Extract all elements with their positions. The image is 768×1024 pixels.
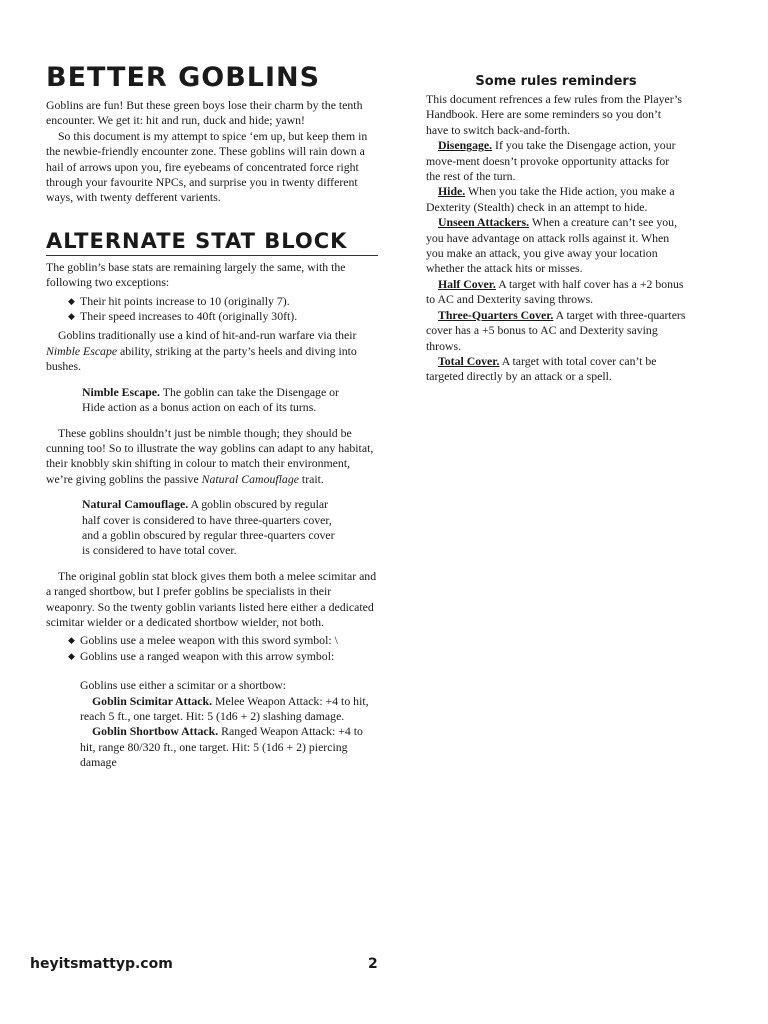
rule-unseen-attackers: Unseen Attackers. When a creature can’t see you, you have advantage on attack rolls against it. When you make an attack, you give away your location whether the attack hits or misses. — [426, 215, 678, 276]
rule-three-quarters-cover: Three-Quarters Cover. A target with three-quarters cover has a +5 bonus to AC and Dexterity saving throws. — [426, 307, 686, 353]
intro-paragraph-1: Goblins are fun! But these green boys lose their charm by the tenth encounter. We get it: hit and run, duck and hide; yawn! — [46, 98, 363, 128]
rule-total-cover: Total Cover. A target with total cover can’t be targeted directly by an attack or a spell. — [426, 353, 657, 384]
diamond-bullet-icon: ◆ — [68, 650, 75, 661]
diamond-bullet-icon: ◆ — [68, 635, 75, 646]
rule-half-cover: Half Cover. A target with half cover has a +2 bonus to AC and Dexterity saving throws. — [426, 276, 684, 307]
natural-camouflage-trait: Natural Camouflage. A goblin obscured by regular half cover is considered to have three-quarters cover, and a goblin obscured by regular three-quarters cover is considered to have total cover. — [82, 497, 335, 558]
rule-disengage: Disengage. If you take the Disengage action, your move-ment doesn’t provoke opportunity attacks for the rest of the turn. — [426, 138, 676, 184]
rules-intro: This document refrences a few rules from the Player’s Handbook. Here are some reminders so you don’t have to switch back-and-forth. — [426, 92, 682, 137]
list-item: ◆ Their hit points increase to 10 (originally 7). — [68, 293, 290, 308]
footer-website: heyitsmattyp.com — [30, 956, 173, 972]
weapon-block — [80, 678, 378, 770]
diamond-bullet-icon: ◆ — [68, 295, 75, 306]
rules-heading: Some rules reminders — [475, 74, 637, 89]
stat-block-paragraph-1: The goblin’s base stats are remaining largely the same, with the following two exceptions: — [46, 259, 346, 290]
page-title: BETTER GOBLINS — [46, 62, 321, 93]
diamond-bullet-icon: ◆ — [68, 311, 75, 322]
section-heading-stat-block: ALTERNATE STAT BLOCK — [46, 228, 378, 256]
trait-name: Nimble Escape. — [82, 384, 160, 399]
nimble-escape-trait: Nimble Escape. The goblin can take the Disengage or Hide action as a bonus action on each of its turns. — [82, 384, 339, 415]
shortbow-attack: Goblin Shortbow Attack. Ranged Weapon Attack: +4 to hit, range 80/320 ft., one target. Hit: 5 (1d6 + 2) piercing damage — [80, 724, 363, 770]
list-item: ◆ Goblins use a melee weapon with this sword symbol: \ — [68, 633, 338, 648]
exceptions-list — [46, 294, 378, 325]
trait-name: Natural Camouflage. — [82, 497, 189, 512]
stat-block-paragraph-4: The original goblin stat block gives them both a melee scimitar and a ranged shortbow, but I prefer goblins be specialists in their weaponry. So the twenty goblin variants listed here either a dedicated scimitar wielder or a dedicated shortbow wielder, not both. — [46, 568, 377, 629]
page-number: 2 — [368, 956, 378, 972]
scimitar-attack: Goblin Scimitar Attack. Melee Weapon Attack: +4 to hit, reach 5 ft., one target. Hit: 5 (1d6 + 2) slashing damage. — [80, 693, 369, 723]
stat-block-paragraph-3: These goblins shouldn’t just be nimble though; they should be cunning too! So to illustrate the way goblins can adapt to any habitat, their knobbly skin shifting in colour to match their environment, we’re giving goblins the passive Natural Camouflage trait. — [46, 425, 374, 486]
list-item: ◆ Goblins use a ranged weapon with this arrow symbol: — [68, 648, 335, 663]
list-item: ◆ Their speed increases to 40ft (originally 30ft). — [68, 309, 298, 324]
left-column — [46, 62, 378, 771]
stat-block-paragraph-2: Goblins traditionally use a kind of hit-and-run warfare via their Nimble Escape ability, striking at the party’s heels and diving into bushes. — [46, 328, 357, 374]
weapon-symbols-list — [46, 633, 378, 664]
rule-hide: Hide. When you take the Hide action, you make a Dexterity (Stealth) check in an attempt to hide. — [426, 184, 675, 214]
weapon-intro: Goblins use either a scimitar or a shortbow: — [80, 678, 287, 693]
intro-paragraph-2: So this document is my attempt to spice ‘em up, but keep them in the newbie-friendly encounter zone. These goblins will rain down a hail of arrows upon you, fire eyebeams of concentrated force right through your favourite NPCs, and surprise you in twenty different ways, with twenty defferent varients. — [46, 128, 368, 205]
right-column — [426, 74, 686, 385]
